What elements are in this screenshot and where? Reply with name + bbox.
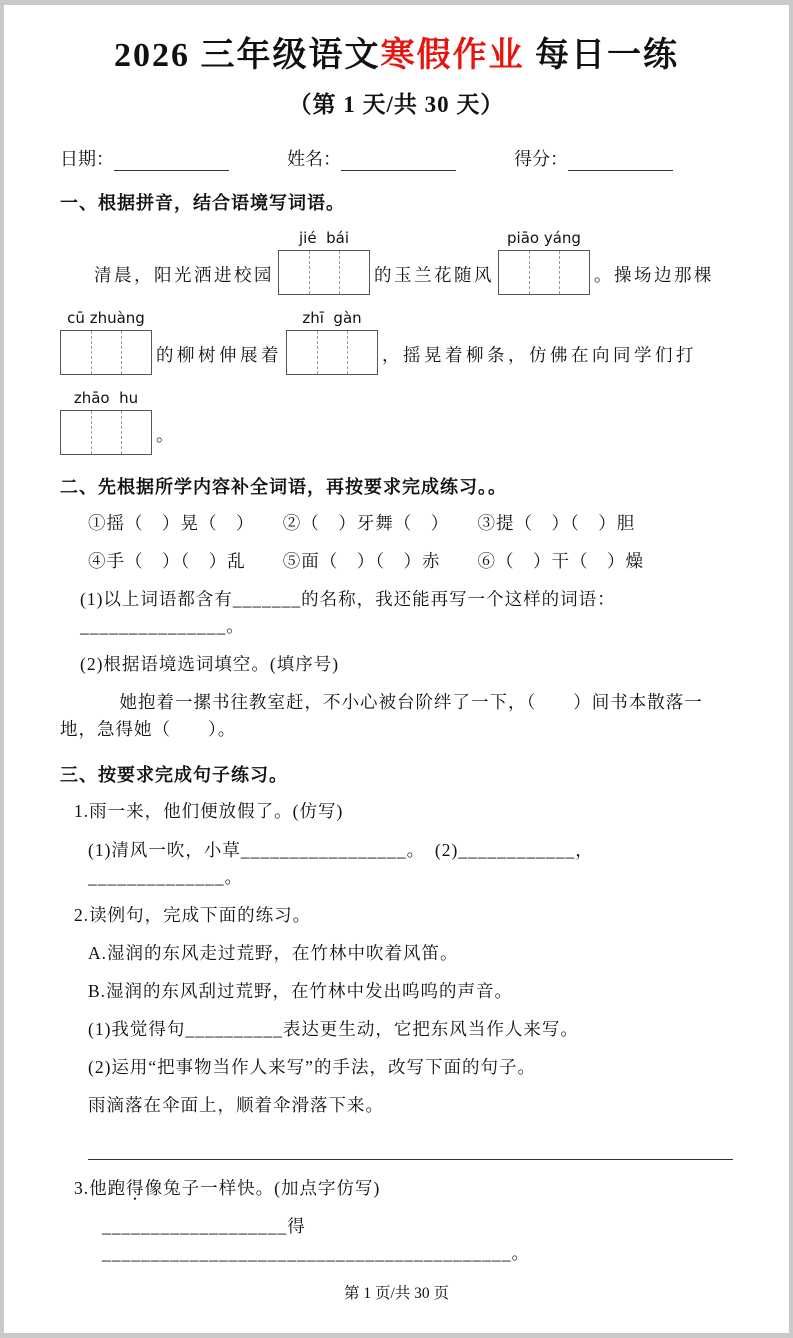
title-part-3: 每日一练	[524, 37, 679, 74]
text-segment: 清晨，阳光洒进校园	[94, 264, 274, 285]
page-subtitle: （第 1 天/共 30 天）	[288, 91, 505, 117]
section-3-item-1-blanks: (1)清风一吹，小草_________________。 (2)____________，______________。	[88, 839, 594, 887]
pinyin-line-3	[60, 389, 733, 455]
section-3-item-1: 1.雨一来，他们便放假了。(仿写)	[74, 801, 344, 822]
section-3-item-2: 2.读例句，完成下面的练习。	[74, 904, 312, 925]
title-part-red: 寒假作业	[380, 37, 525, 74]
section-3-item-3	[60, 1175, 733, 1202]
section-3-item-3-blanks: ___________________得__________________________________________。	[102, 1215, 530, 1263]
page-title	[60, 35, 733, 78]
writing-grid	[278, 250, 370, 295]
text-segment: 的玉兰花随风	[374, 264, 494, 285]
section-3-heading: 三、按要求完成句子练习。	[60, 765, 288, 786]
section-2-question-1: (1)以上词语都含有_______的名称，我还能再写一个这样的词语：_______________。	[80, 588, 616, 636]
score-blank-line	[568, 151, 673, 171]
title-part-1: 2026 三年级语文	[114, 37, 381, 74]
pinyin-label: zhī gàn	[302, 308, 362, 327]
section-3-question-1: (1)我觉得句__________表达更生动，它把东风当作人来写。	[88, 1019, 579, 1040]
fill-words-row-1: ①摇（ ）晃（ ） ②（ ）牙舞（ ） ③提（ ）（ ）胆	[88, 512, 636, 533]
section-2-question-2: (2)根据语境选词填空。(填序号)	[80, 654, 340, 674]
writing-grid	[498, 250, 590, 295]
pinyin-writing-grid	[60, 309, 152, 375]
text-segment: 。	[156, 424, 174, 445]
pinyin-writing-grid	[498, 229, 590, 295]
pinyin-writing-grid	[60, 389, 152, 455]
dotted-character: 得	[126, 1177, 145, 1198]
text-segment: 3.他跑	[74, 1177, 127, 1198]
pinyin-label: cū zhuàng	[67, 308, 145, 327]
pinyin-label: zhāo hu	[73, 388, 139, 407]
text-segment: 。操场边那棵	[594, 264, 714, 285]
score-field	[514, 145, 673, 171]
writing-grid	[60, 410, 152, 455]
pinyin-writing-grid	[278, 229, 370, 295]
rewrite-source-sentence: 雨滴落在伞面上，顺着伞滑落下来。	[88, 1095, 384, 1116]
pinyin-writing-grid	[286, 309, 378, 375]
page-number: 第 1 页/共 30 页	[343, 1284, 450, 1302]
text-segment: 像兔子一样快。(加点字仿写)	[144, 1177, 381, 1198]
pinyin-line-1	[60, 229, 733, 295]
date-label: 日期：	[60, 148, 114, 169]
name-field	[287, 145, 456, 171]
fill-words-row-2: ④手（ ）（ ）乱 ⑤面（ ）（ ）赤 ⑥（ ）干（ ）燥	[88, 550, 644, 571]
writing-grid	[60, 330, 152, 375]
writing-grid	[286, 330, 378, 375]
date-field	[60, 145, 229, 171]
example-sentence-a: A.湿润的东风走过荒野，在竹林中吹着风笛。	[88, 942, 459, 963]
section-2-context-sentence: 她抱着一摞书往教室赶，不小心被台阶绊了一下，（ ）间书本散落一地，急得她（ ）。	[60, 692, 703, 740]
example-sentence-b: B.湿润的东风刮过荒野，在竹林中发出呜呜的声音。	[88, 981, 514, 1001]
answer-blank-line	[88, 1146, 733, 1160]
worksheet-page	[4, 5, 789, 1333]
name-blank-line	[341, 151, 456, 171]
text-segment: 的柳树伸展着	[156, 344, 282, 365]
section-2-heading: 二、先根据所学内容补全词语，再按要求完成练习。。	[60, 476, 507, 497]
text-segment: ，摇晃着柳条，仿佛在向同学们打	[382, 344, 697, 365]
date-blank-line	[114, 151, 229, 171]
section-1-heading: 一、根据拼音，结合语境写词语。	[60, 192, 345, 213]
pinyin-line-2	[60, 309, 733, 375]
section-3-question-2: (2)运用“把事物当作人来写”的手法，改写下面的句子。	[88, 1057, 536, 1078]
score-label: 得分：	[514, 148, 568, 169]
name-label: 姓名：	[287, 148, 341, 169]
pinyin-label: piāo yáng	[507, 228, 581, 247]
meta-row	[60, 145, 733, 171]
pinyin-label: jié bái	[299, 228, 349, 247]
